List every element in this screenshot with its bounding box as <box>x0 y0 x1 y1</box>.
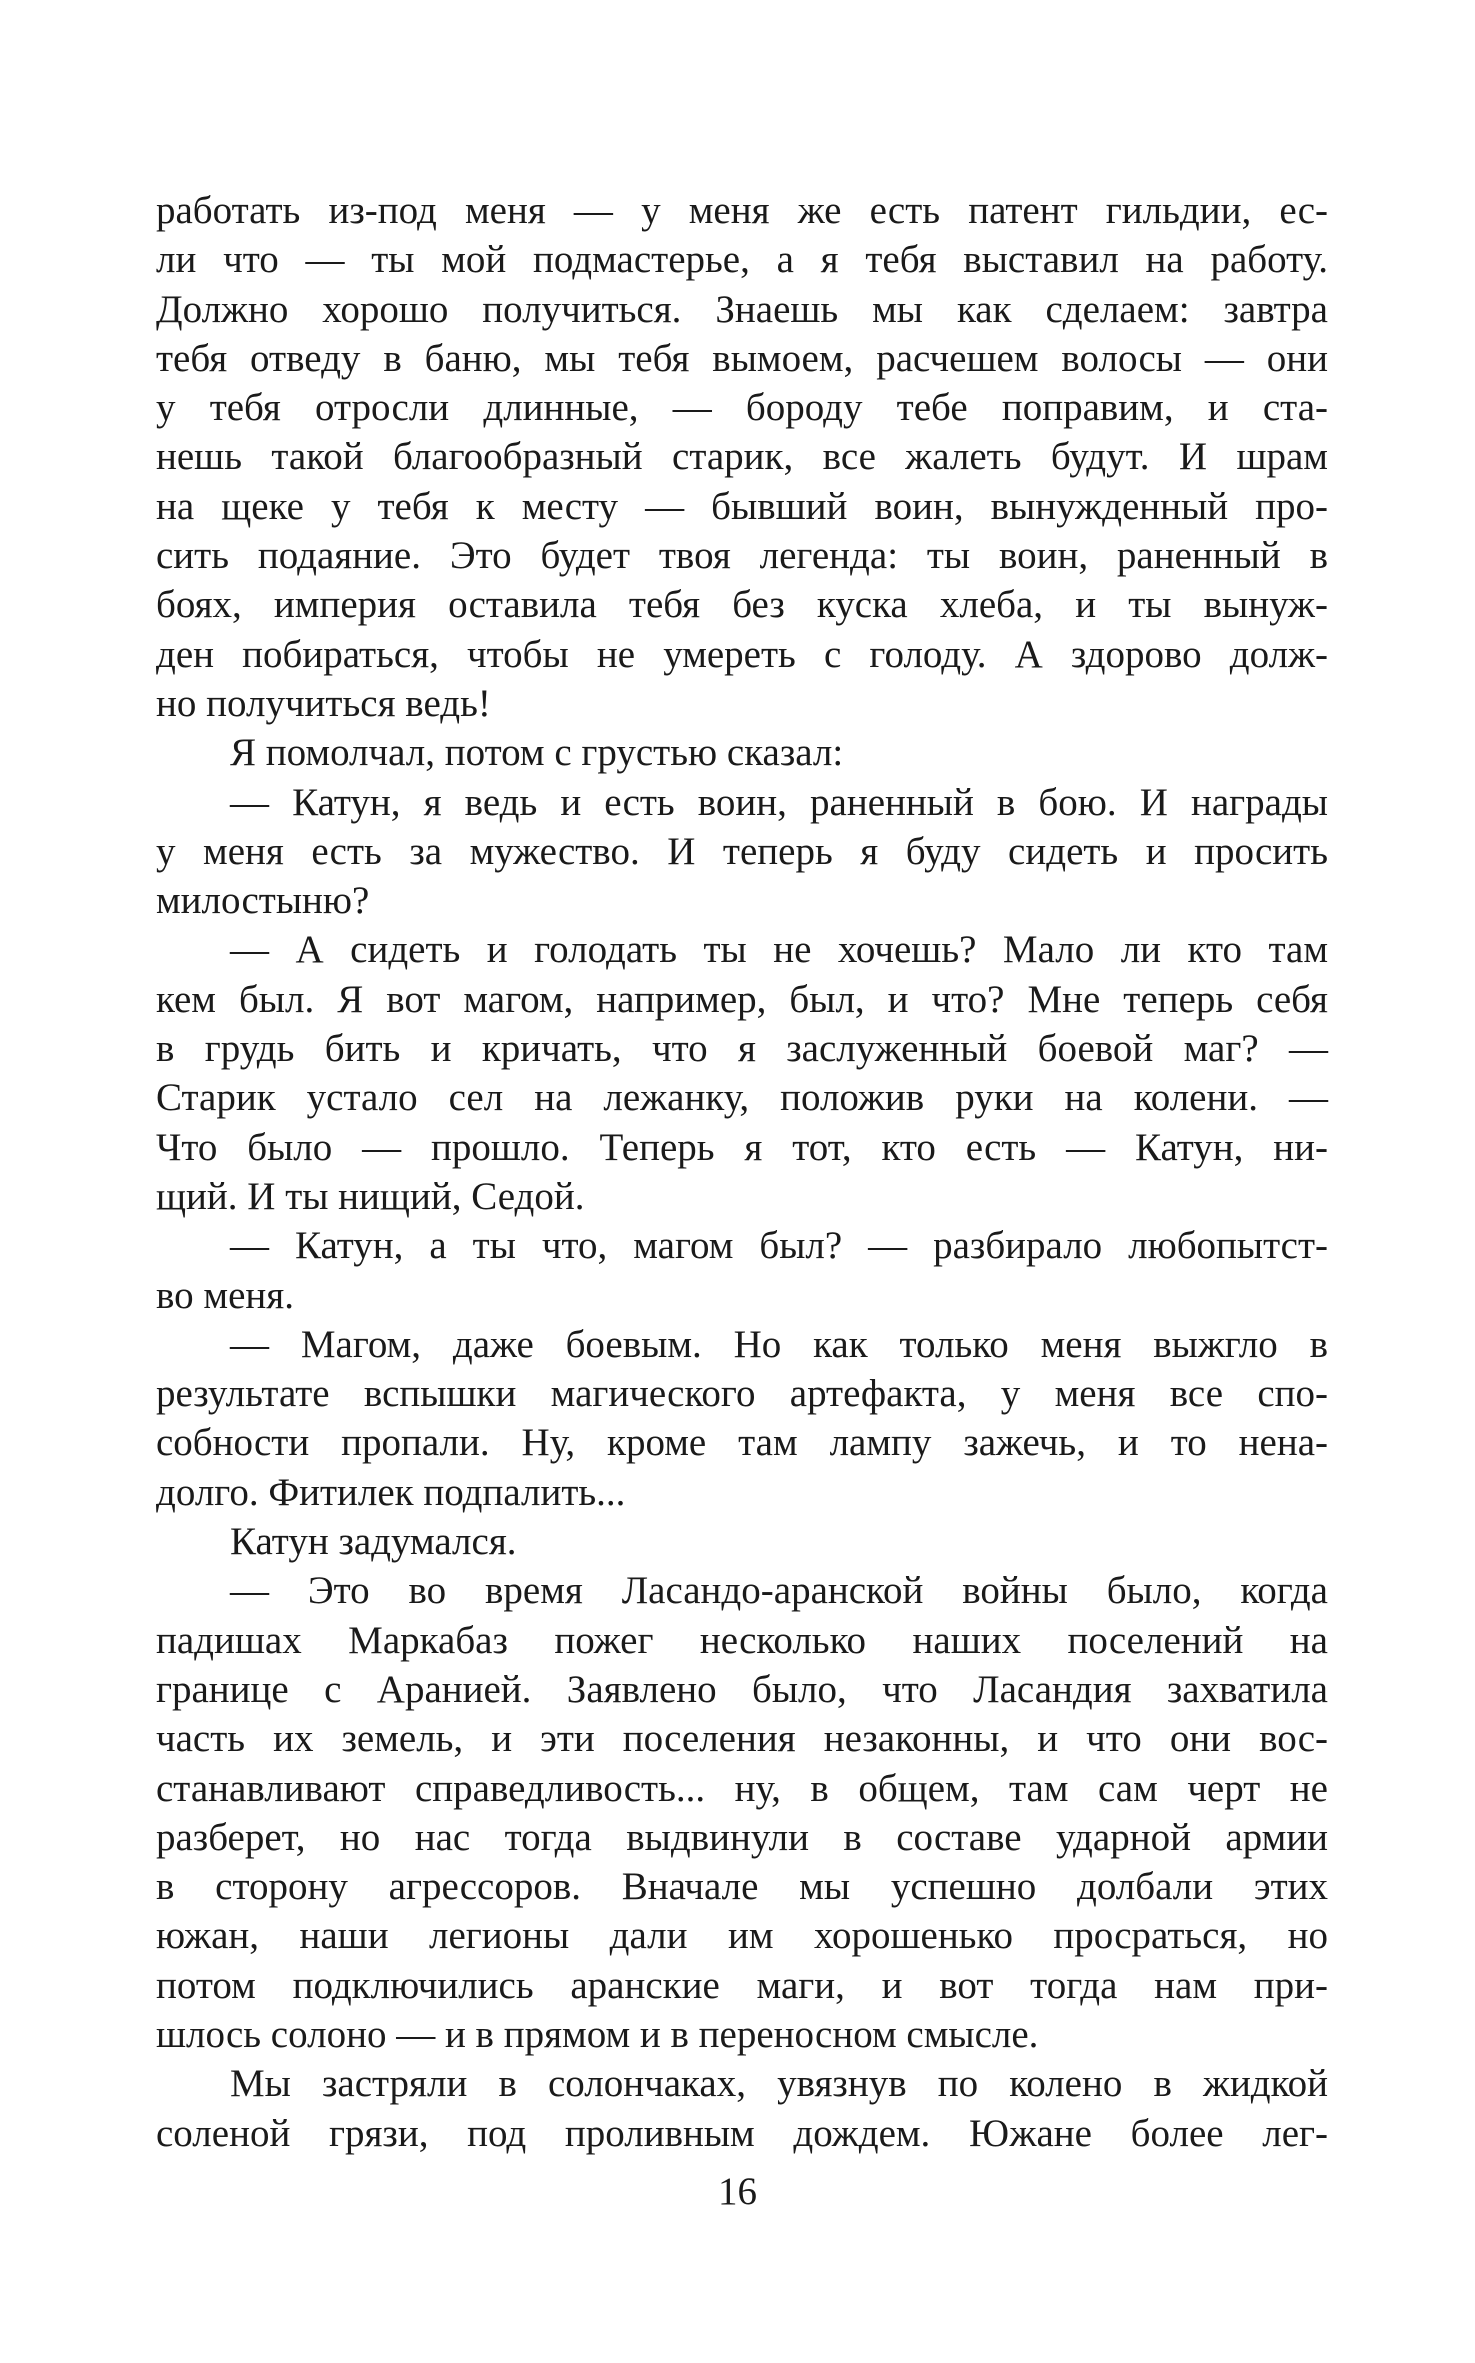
text-line: часть их земель, и эти поселения незаконны, и что они вос- <box>156 1717 1328 1761</box>
page-text <box>156 186 1328 2158</box>
text-line: соленой грязи, под проливным дождем. Южане более лег- <box>156 2111 1328 2155</box>
text-line: Катун задумался. <box>230 1520 517 1564</box>
text-line: Что было — прошло. Теперь я тот, кто есть — Катун, ни- <box>156 1125 1328 1169</box>
text-line: падишах Маркабаз пожег несколько наших поселений на <box>156 1618 1328 1662</box>
text-line: сить подаяние. Это будет твоя легенда: ты воин, раненный в <box>156 534 1328 578</box>
text-line: границе с Аранией. Заявлено было, что Ласандия захватила <box>156 1667 1328 1711</box>
text-line: долго. Фитилек подпалить... <box>156 1470 626 1514</box>
text-line: на щеке у тебя к месту — бывший воин, вынужденный про- <box>156 484 1328 528</box>
text-line: — Катун, а ты что, магом был? — разбирало любопытст- <box>230 1224 1328 1268</box>
text-line: потом подключились аранские маги, и вот тогда нам при- <box>156 1963 1328 2007</box>
text-line: у тебя отросли длинные, — бороду тебе поправим, и ста- <box>156 386 1328 430</box>
text-line: во меня. <box>156 1273 294 1317</box>
text-line: нешь такой благообразный старик, все жалеть будут. И шрам <box>156 435 1328 479</box>
text-line: в сторону агрессоров. Вначале мы успешно долбали этих <box>156 1865 1328 1909</box>
page-number: 16 <box>718 2170 757 2213</box>
text-line: щий. И ты нищий, Седой. <box>156 1174 585 1218</box>
text-line: разберет, но нас тогда выдвинули в составе ударной армии <box>156 1815 1328 1859</box>
text-line: южан, наши легионы дали им хорошенько просраться, но <box>156 1914 1328 1958</box>
text-line: но получиться ведь! <box>156 681 491 725</box>
text-line: — Магом, даже боевым. Но как только меня выжгло в <box>230 1322 1328 1366</box>
text-line: ден побираться, чтобы не умереть с голоду. А здорово долж- <box>156 632 1328 676</box>
text-line: результате вспышки магического артефакта, у меня все спо- <box>156 1372 1328 1416</box>
text-line: ли что — ты мой подмастерье, а я тебя выставил на работу. <box>156 238 1328 282</box>
text-line: собности пропали. Ну, кроме там лампу зажечь, и то нена- <box>156 1421 1328 1465</box>
text-line: в грудь бить и кричать, что я заслуженный боевой маг? — <box>156 1027 1328 1071</box>
text-line: станавливают справедливость... ну, в общем, там сам черт не <box>156 1766 1328 1810</box>
text-line: Я помолчал, потом с грустью сказал: <box>230 731 844 775</box>
text-line: тебя отведу в баню, мы тебя вымоем, расчешем волосы — они <box>156 336 1328 380</box>
text-line: шлось солоно — и в прямом и в переносном смысле. <box>156 2012 1039 2056</box>
text-line: милостыню? <box>156 879 370 923</box>
text-line: — Катун, я ведь и есть воин, раненный в бою. И награды <box>230 780 1328 824</box>
text-line: — А сидеть и голодать ты не хочешь? Мало ли кто там <box>230 928 1328 972</box>
text-line: Мы застряли в солончаках, увязнув по колено в жидкой <box>230 2062 1328 2106</box>
text-line: у меня есть за мужество. И теперь я буду сидеть и просить <box>156 829 1328 873</box>
text-line: Должно хорошо получиться. Знаешь мы как сделаем: завтра <box>156 287 1328 331</box>
text-line: — Это во время Ласандо-аранской войны было, когда <box>230 1569 1328 1613</box>
text-line: кем был. Я вот магом, например, был, и что? Мне теперь себя <box>156 977 1328 1021</box>
text-line: Старик устало сел на лежанку, положив руки на колени. — <box>156 1076 1328 1120</box>
text-line: боях, империя оставила тебя без куска хлеба, и ты вынуж- <box>156 583 1328 627</box>
text-line: работать из-под меня — у меня же есть патент гильдии, ес- <box>156 189 1328 232</box>
